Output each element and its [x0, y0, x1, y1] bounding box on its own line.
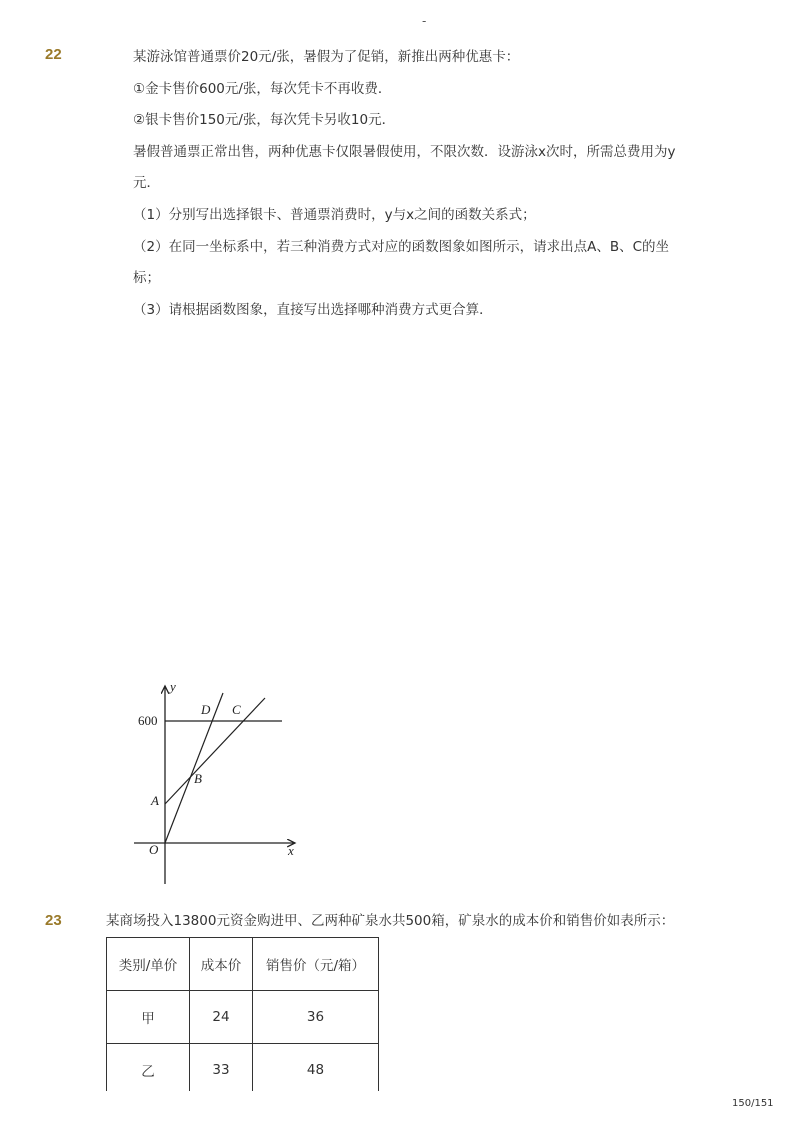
q22-line: ②银卡售价150元/张，每次凭卡另收10元． — [133, 112, 396, 129]
q22-line: ①金卡售价600元/张，每次凭卡不再收费． — [133, 80, 392, 97]
q22-line: （3）请根据函数图象，直接写出选择哪种消费方式更合算． — [133, 301, 493, 318]
table-header-row — [107, 938, 379, 991]
table-header-cell: 成本价 — [190, 938, 253, 991]
q22-line: （1）分别写出选择银卡、普通票消费时，y与x之间的函数关系式； — [133, 206, 536, 223]
question-number-22: 22 — [45, 46, 62, 63]
function-graph — [128, 676, 303, 888]
question-23-text: 某商场投入13800元资金购进甲、乙两种矿泉水共500箱，矿泉水的成本价和销售价如表所示： — [106, 913, 675, 929]
origin-label: O — [149, 842, 159, 857]
x-axis-label: x — [288, 843, 294, 858]
point-label-a: A — [151, 793, 159, 808]
table-row — [107, 991, 379, 1044]
q22-line: 某游泳馆普通票价20元/张，暑假为了促销，新推出两种优惠卡： — [133, 49, 520, 65]
line-regular-ticket — [165, 693, 223, 843]
q22-line: （2）在同一坐标系中，若三种消费方式对应的函数图象如图所示，请求出点A、B、C的坐 — [133, 238, 670, 255]
table-row — [107, 1044, 379, 1097]
table-cell: 甲 — [107, 991, 190, 1044]
q22-line: 元． — [133, 175, 160, 192]
table-cell: 乙 — [107, 1044, 190, 1097]
q22-line: 标； — [133, 270, 160, 287]
price-table — [106, 937, 379, 1097]
y-axis-label: y — [170, 679, 176, 694]
table-cell: 24 — [190, 991, 253, 1044]
table-cell: 33 — [190, 1044, 253, 1097]
q22-line: 暑假普通票正常出售，两种优惠卡仅限暑假使用，不限次数．设游泳x次时，所需总费用为y — [133, 143, 676, 160]
table-cell: 36 — [253, 991, 379, 1044]
table-header-cell: 销售价（元/箱） — [253, 938, 379, 991]
question-number-23: 23 — [45, 912, 62, 929]
table-header-cell: 类别/单价 — [107, 938, 190, 991]
point-label-b: B — [194, 771, 202, 786]
page-number: 150/151 — [732, 1098, 774, 1109]
point-label-d: D — [201, 702, 211, 717]
header-mark: - — [422, 14, 427, 28]
page-bottom-cut — [100, 1091, 400, 1131]
point-label-c: C — [232, 702, 241, 717]
table-cell: 48 — [253, 1044, 379, 1097]
tick-label-600: 600 — [138, 713, 158, 728]
question-22-text — [133, 42, 723, 326]
